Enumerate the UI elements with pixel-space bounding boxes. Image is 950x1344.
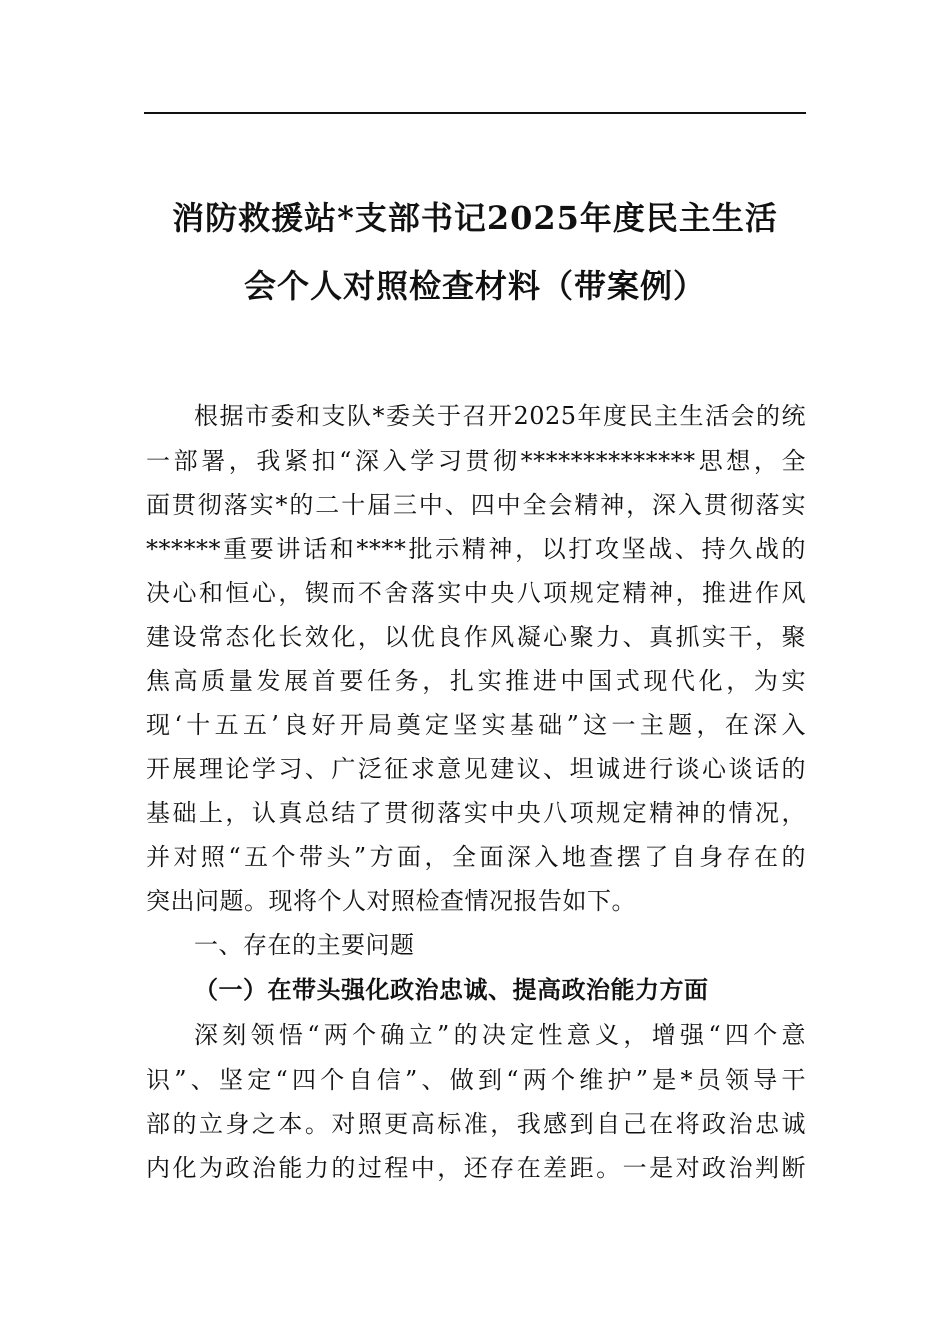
paragraph-line: 并对照“五个带头”方面，全面深入地查摆了自身存在的 — [146, 843, 806, 871]
paragraph-line: 基础上，认真总结了贯彻落实中央八项规定精神的情况， — [146, 799, 806, 827]
section-heading: 一、存在的主要问题 — [194, 931, 415, 959]
paragraph-line: 识”、坚定“四个自信”、做到“两个维护”是*员领导干 — [146, 1066, 806, 1094]
header-divider — [144, 112, 806, 114]
paragraph-line: 决心和恒心，锲而不舍落实中央八项规定精神，推进作风 — [146, 579, 806, 607]
paragraph-line: 内化为政治能力的过程中，还存在差距。一是对政治判断 — [146, 1154, 806, 1182]
paragraph-line: 深刻领悟“两个确立”的决定性意义，增强“四个意 — [194, 1021, 806, 1049]
paragraph-line: 现‘十五五’良好开局奠定坚实基础”这一主题，在深入 — [146, 711, 806, 739]
paragraph-line: ******重要讲话和****批示精神，以打攻坚战、持久战的 — [146, 535, 806, 563]
paragraph-line: 一部署，我紧扣“深入学习贯彻**************思想，全 — [146, 447, 806, 475]
subsection-heading: （一）在带头强化政治忠诚、提高政治能力方面 — [194, 975, 709, 1004]
document-title-line-2: 会个人对照检查材料（带案例） — [243, 267, 706, 305]
paragraph-line: 突出问题。现将个人对照检查情况报告如下。 — [146, 887, 636, 915]
paragraph-line: 面贯彻落实*的二十届三中、四中全会精神，深入贯彻落实 — [146, 491, 806, 519]
paragraph-line: 开展理论学习、广泛征求意见建议、坦诚进行谈心谈话的 — [146, 755, 806, 783]
paragraph-line: 部的立身之本。对照更高标准，我感到自己在将政治忠诚 — [146, 1110, 806, 1138]
paragraph-line: 建设常态化长效化，以优良作风凝心聚力、真抓实干，聚 — [146, 623, 806, 651]
paragraph-line: 焦高质量发展首要任务，扎实推进中国式现代化，为实 — [146, 667, 806, 695]
document-title-line-1: 消防救援站*支部书记2025年度民主生活 — [172, 199, 778, 237]
paragraph-line: 根据市委和支队*委关于召开2025年度民主生活会的统 — [194, 402, 806, 430]
